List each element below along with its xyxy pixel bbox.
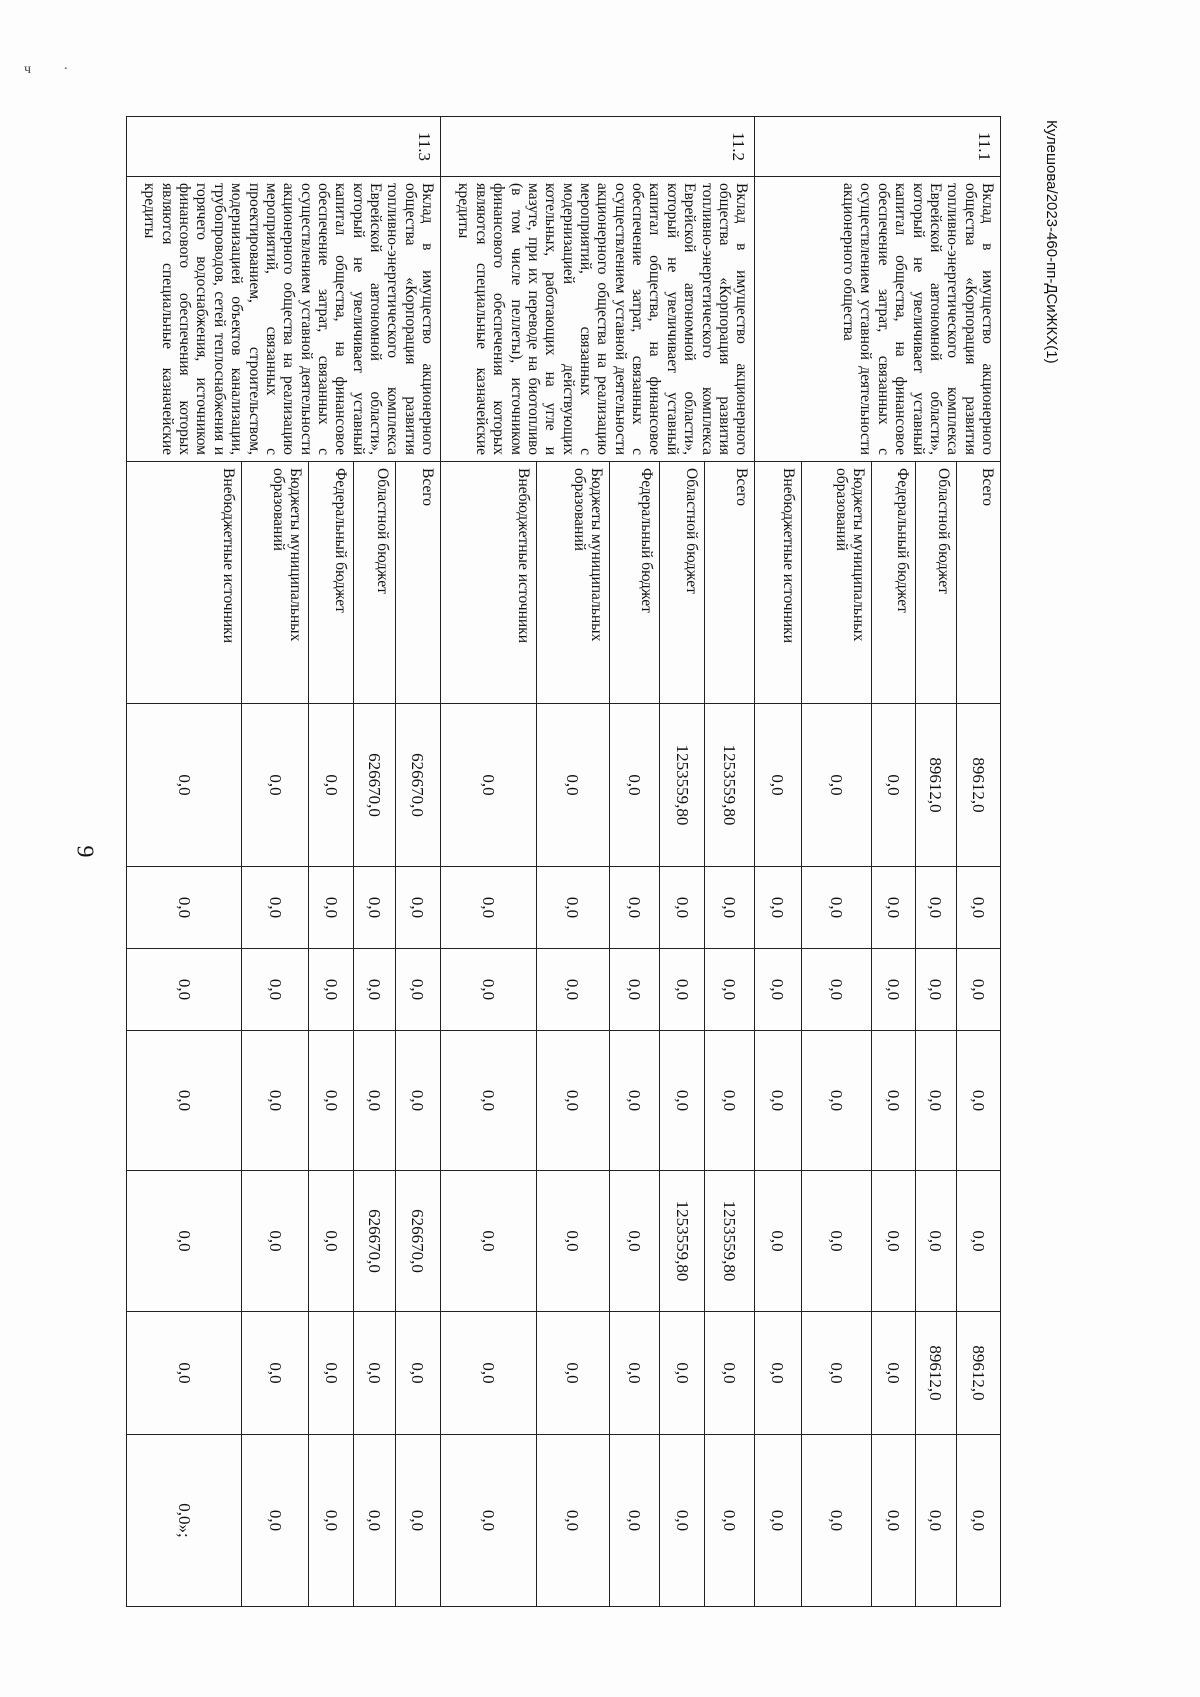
amount-cell: 0,0 xyxy=(755,1171,801,1312)
amount-cell: 0,0 xyxy=(242,949,309,1031)
amount-cell: 0,0 xyxy=(705,1312,755,1435)
amount-cell: 0,0 xyxy=(127,1171,242,1312)
amount-cell: 0,0 xyxy=(659,1435,704,1607)
amount-cell: 0,0 xyxy=(755,949,801,1031)
funding-source: Федеральный бюджет xyxy=(871,462,915,704)
amount-cell: 0,0 xyxy=(354,1031,395,1171)
row-number: 11.2 xyxy=(441,117,755,177)
amount-cell: 0,0 xyxy=(242,1312,309,1435)
amount-cell: 0,0 xyxy=(871,1031,915,1171)
amount-cell: 0,0 xyxy=(309,704,354,867)
page-number: 9 xyxy=(71,845,98,858)
funding-source: Областной бюджет xyxy=(659,462,704,704)
amount-cell: 0,0 xyxy=(801,1031,871,1171)
amount-cell: 0,0 xyxy=(309,1171,354,1312)
amount-cell: 0,0 xyxy=(309,867,354,949)
table-row xyxy=(705,117,755,1607)
amount-cell: 0,0 xyxy=(705,1031,755,1171)
amount-cell: 0,0 xyxy=(441,1435,536,1607)
funding-source: Внебюджетные источники xyxy=(755,462,801,704)
amount-cell: 1253559,80 xyxy=(659,1171,704,1312)
amount-cell: 0,0 xyxy=(755,1435,801,1607)
amount-cell: 0,0 xyxy=(659,949,704,1031)
amount-cell: 0,0 xyxy=(127,1031,242,1171)
measure-description: Вклад в имущество акционерного общества «Корпорация развития топливно-энергетического комплекса Еврейской автономной области», который не увеличивает уставный капитал общества, на финансовое обеспечение затрат, связанных с осуществлением уставной деятельности акционерного общества на реализацию мероприятий, связанных с проектированием, строительством, модернизацией объектов канализации, трубопроводов, сетей теплоснабжения и горячего водоснабжения, источником финансового обеспечения которых являются специальные казначейские кредиты xyxy=(127,177,441,462)
amount-cell: 0,0 xyxy=(801,867,871,949)
amount-cell: 0,0 xyxy=(395,1435,440,1607)
amount-cell: 0,0 xyxy=(441,704,536,867)
amount-cell: 0,0 xyxy=(536,1171,609,1312)
document-code: Кулешова/2023-460-пп-ДСиЖКХ(1) xyxy=(1043,120,1060,364)
amount-cell: 0,0 xyxy=(659,1312,704,1435)
amount-cell: 0,0»; xyxy=(127,1435,242,1607)
scan-mark: . xyxy=(64,58,68,73)
table-row xyxy=(956,117,1000,1607)
measure-description: Вклад в имущество акционерного общества «Корпорация развития топливно-энергетического комплекса Еврейской автономной области», который не увеличивает уставный капитал общества, на финансовое обеспечение затрат, связанных с осуществлением уставной деятельности акционерного общества xyxy=(755,177,1001,462)
amount-cell: 89612,0 xyxy=(916,704,956,867)
amount-cell: 0,0 xyxy=(309,1031,354,1171)
amount-cell: 0,0 xyxy=(755,1312,801,1435)
amount-cell: 0,0 xyxy=(354,949,395,1031)
amount-cell: 0,0 xyxy=(536,1435,609,1607)
amount-cell: 0,0 xyxy=(536,704,609,867)
amount-cell: 0,0 xyxy=(801,1171,871,1312)
amount-cell: 0,0 xyxy=(242,704,309,867)
amount-cell: 0,0 xyxy=(801,1312,871,1435)
amount-cell: 0,0 xyxy=(395,1312,440,1435)
table-row xyxy=(395,117,440,1607)
amount-cell: 0,0 xyxy=(441,949,536,1031)
amount-cell: 0,0 xyxy=(354,1312,395,1435)
row-number: 11.1 xyxy=(755,117,1001,177)
amount-cell: 626670,0 xyxy=(354,1171,395,1312)
scan-mark: ч xyxy=(24,62,32,77)
amount-cell: 1253559,80 xyxy=(705,1171,755,1312)
amount-cell: 89612,0 xyxy=(916,1312,956,1435)
amount-cell: 0,0 xyxy=(609,949,659,1031)
amount-cell: 0,0 xyxy=(871,704,915,867)
amount-cell: 0,0 xyxy=(609,704,659,867)
amount-cell: 0,0 xyxy=(242,867,309,949)
amount-cell: 0,0 xyxy=(395,1031,440,1171)
amount-cell: 0,0 xyxy=(956,1435,1000,1607)
amount-cell: 0,0 xyxy=(441,1031,536,1171)
amount-cell: 89612,0 xyxy=(956,704,1000,867)
amount-cell: 0,0 xyxy=(242,1435,309,1607)
amount-cell: 0,0 xyxy=(956,867,1000,949)
amount-cell: 0,0 xyxy=(956,1031,1000,1171)
amount-cell: 0,0 xyxy=(871,1435,915,1607)
measure-description: Вклад в имущество акционерного общества «Корпорация развития топливно-энергетического комплекса Еврейской автономной области», который не увеличивает уставный капитал общества, на финансовое обеспечение затрат, связанных с осуществлением уставной деятельности акционерного общества на реализацию мероприятий, связанных с модернизацией действующих котельных, работающих на угле и мазуте, при их переводе на биотопливо (в том числе пеллеты), источником финансового обеспечения которых являются специальные казначейские кредиты xyxy=(441,177,755,462)
funding-source: Бюджеты муниципальных образований xyxy=(536,462,609,704)
funding-source: Бюджеты муниципальных образований xyxy=(801,462,871,704)
amount-cell: 0,0 xyxy=(956,949,1000,1031)
amount-cell: 0,0 xyxy=(441,867,536,949)
amount-cell: 0,0 xyxy=(127,949,242,1031)
amount-cell: 0,0 xyxy=(956,1171,1000,1312)
amount-cell: 0,0 xyxy=(441,1171,536,1312)
funding-source: Внебюджетные источники xyxy=(127,462,242,704)
amount-cell: 0,0 xyxy=(801,704,871,867)
amount-cell: 0,0 xyxy=(916,949,956,1031)
amount-cell: 0,0 xyxy=(755,867,801,949)
amount-cell: 0,0 xyxy=(354,1435,395,1607)
amount-cell: 0,0 xyxy=(395,949,440,1031)
amount-cell: 0,0 xyxy=(536,1031,609,1171)
amount-cell: 626670,0 xyxy=(354,704,395,867)
amount-cell: 0,0 xyxy=(871,949,915,1031)
funding-source: Бюджеты муниципальных образований xyxy=(242,462,309,704)
amount-cell: 0,0 xyxy=(916,1171,956,1312)
amount-cell: 0,0 xyxy=(755,1031,801,1171)
amount-cell: 0,0 xyxy=(916,1031,956,1171)
amount-cell: 0,0 xyxy=(705,1435,755,1607)
table-body xyxy=(127,117,1001,1607)
amount-cell: 89612,0 xyxy=(956,1312,1000,1435)
funding-source: Федеральный бюджет xyxy=(609,462,659,704)
amount-cell: 1253559,80 xyxy=(705,704,755,867)
amount-cell: 0,0 xyxy=(536,867,609,949)
amount-cell: 0,0 xyxy=(309,949,354,1031)
funding-source: Внебюджетные источники xyxy=(441,462,536,704)
amount-cell: 0,0 xyxy=(309,1312,354,1435)
funding-source: Федеральный бюджет xyxy=(309,462,354,704)
amount-cell: 0,0 xyxy=(871,867,915,949)
amount-cell: 0,0 xyxy=(659,1031,704,1171)
amount-cell: 0,0 xyxy=(395,867,440,949)
amount-cell: 0,0 xyxy=(705,867,755,949)
amount-cell: 0,0 xyxy=(354,867,395,949)
amount-cell: 0,0 xyxy=(609,1171,659,1312)
amount-cell: 0,0 xyxy=(127,867,242,949)
amount-cell: 0,0 xyxy=(659,867,704,949)
amount-cell: 0,0 xyxy=(242,1031,309,1171)
amount-cell: 0,0 xyxy=(127,704,242,867)
amount-cell: 0,0 xyxy=(609,1435,659,1607)
funding-source: Всего xyxy=(705,462,755,704)
row-number: 11.3 xyxy=(127,117,441,177)
amount-cell: 0,0 xyxy=(309,1435,354,1607)
amount-cell: 0,0 xyxy=(536,1312,609,1435)
amount-cell: 0,0 xyxy=(536,949,609,1031)
amount-cell: 0,0 xyxy=(916,1435,956,1607)
amount-cell: 0,0 xyxy=(916,867,956,949)
amount-cell: 0,0 xyxy=(609,867,659,949)
funding-source: Областной бюджет xyxy=(916,462,956,704)
funding-table xyxy=(126,116,1001,1607)
amount-cell: 626670,0 xyxy=(395,704,440,867)
amount-cell: 0,0 xyxy=(441,1312,536,1435)
amount-cell: 0,0 xyxy=(801,1435,871,1607)
amount-cell: 0,0 xyxy=(755,704,801,867)
amount-cell: 1253559,80 xyxy=(659,704,704,867)
amount-cell: 0,0 xyxy=(871,1171,915,1312)
rotated-table-container xyxy=(126,116,1001,1606)
amount-cell: 0,0 xyxy=(871,1312,915,1435)
amount-cell: 626670,0 xyxy=(395,1171,440,1312)
funding-source: Областной бюджет xyxy=(354,462,395,704)
amount-cell: 0,0 xyxy=(801,949,871,1031)
amount-cell: 0,0 xyxy=(705,949,755,1031)
amount-cell: 0,0 xyxy=(242,1171,309,1312)
amount-cell: 0,0 xyxy=(609,1312,659,1435)
funding-source: Всего xyxy=(956,462,1000,704)
funding-source: Всего xyxy=(395,462,440,704)
amount-cell: 0,0 xyxy=(609,1031,659,1171)
amount-cell: 0,0 xyxy=(127,1312,242,1435)
